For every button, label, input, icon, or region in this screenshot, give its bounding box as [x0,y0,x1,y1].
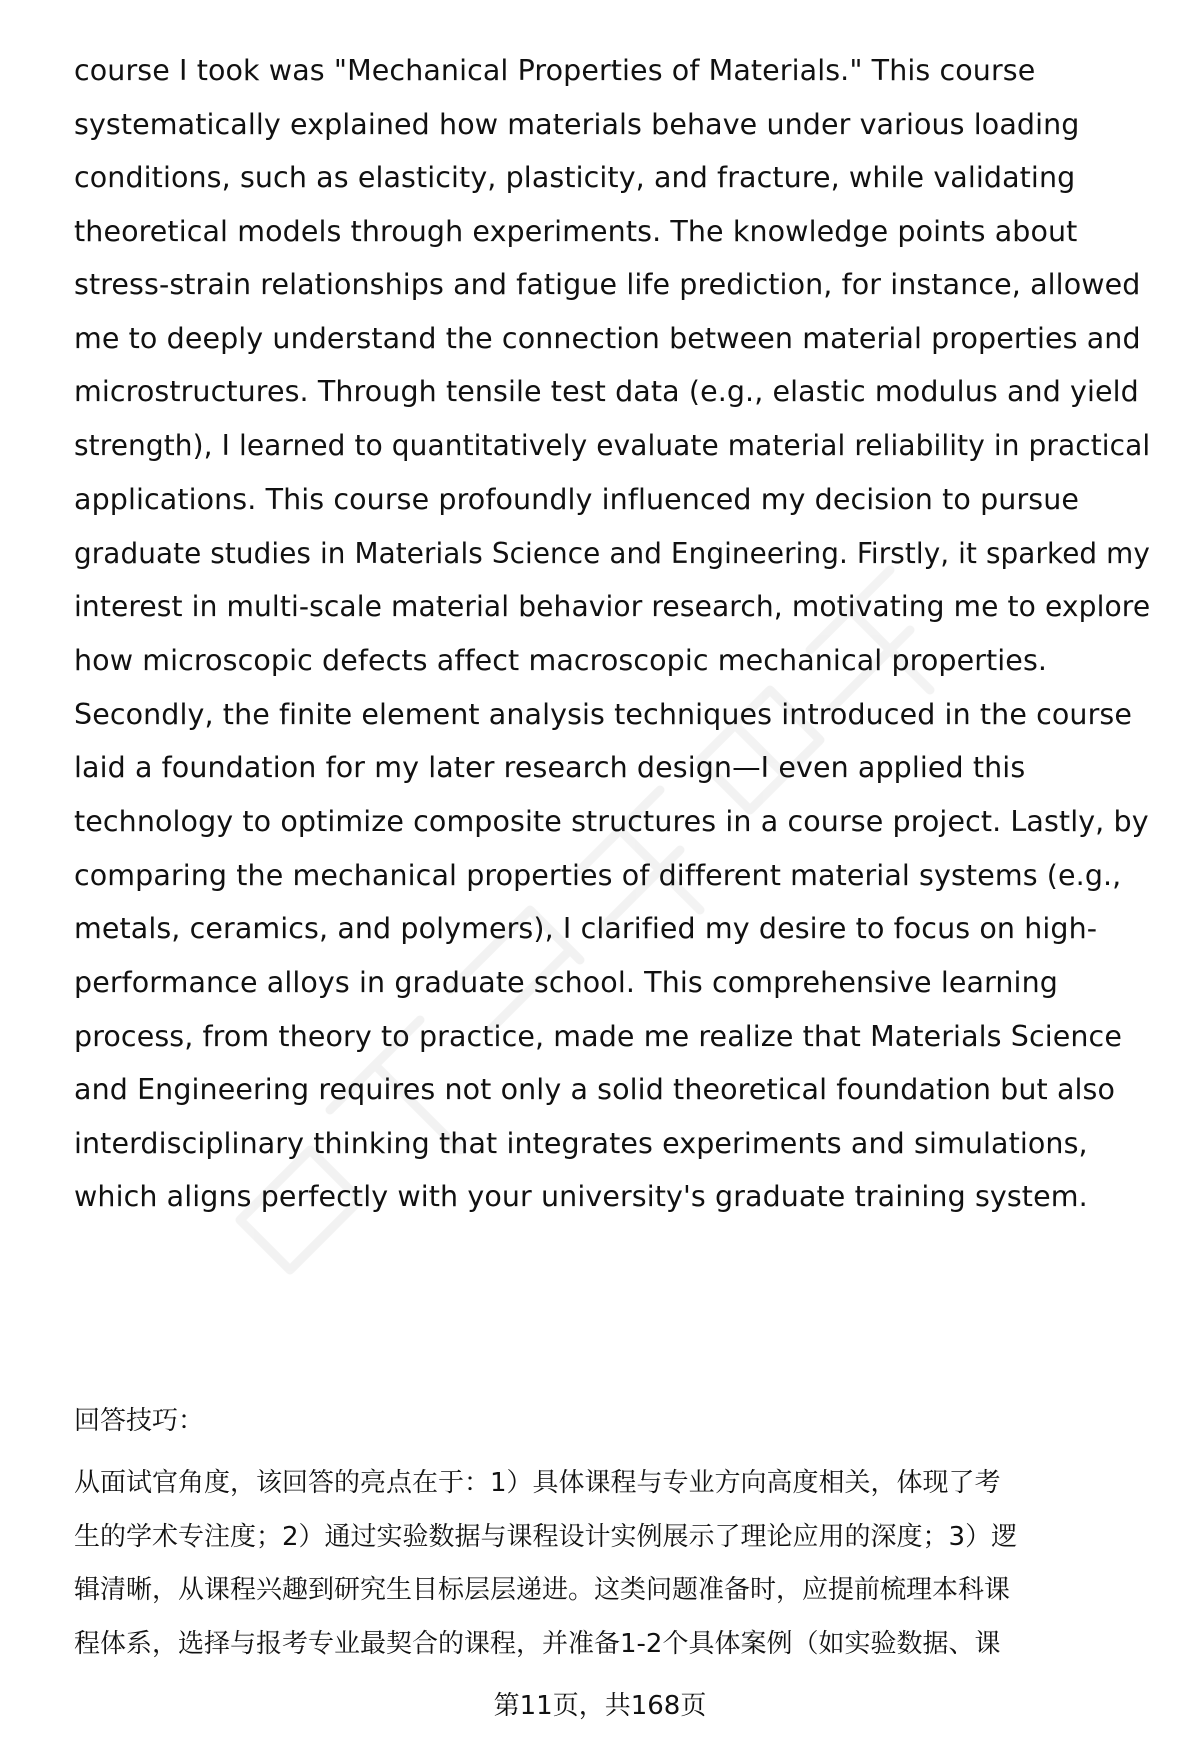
body-line: strength), I learned to quantitatively evaluate material reliability in practical [74,429,1151,462]
body-line: which aligns perfectly with your university's graduate training system. [74,1180,1088,1213]
body-line: interest in multi-scale material behavior research, motivating me to explore [74,590,1151,623]
body-line: process, from theory to practice, made me realize that Materials Science [74,1020,1122,1053]
tips-line: 辑清晰，从课程兴趣到研究生目标层层递进。这类问题准备时，应提前梳理本科课 [74,1575,1011,1605]
body-line: conditions, such as elasticity, plasticity, and fracture, while validating [74,161,1076,194]
body-line: and Engineering requires not only a solid theoretical foundation but also [74,1073,1116,1106]
tips-line: 生的学术专注度；2）通过实验数据与课程设计实例展示了理论应用的深度；3）逻 [74,1522,1018,1552]
tips-line: 从面试官角度，该回答的亮点在于：1）具体课程与专业方向高度相关，体现了考 [74,1468,1001,1498]
body-line: how microscopic defects affect macroscopic mechanical properties. [74,644,1048,677]
page-number: 第11页，共168页 [493,1691,707,1721]
body-line: me to deeply understand the connection between material properties and [74,322,1141,355]
body-line: systematically explained how materials behave under various loading [74,108,1080,141]
body-line: performance alloys in graduate school. This comprehensive learning [74,966,1058,999]
body-line: theoretical models through experiments. The knowledge points about [74,215,1078,248]
body-line: comparing the mechanical properties of different material systems (e.g., [74,859,1122,892]
tips-line: 程体系，选择与报考专业最契合的课程，并准备1-2个具体案例（如实验数据、课 [74,1629,1001,1659]
body-line: stress-strain relationships and fatigue life prediction, for instance, allowed [74,268,1141,301]
body-line: graduate studies in Materials Science and Engineering. Firstly, it sparked my [74,537,1150,570]
body-line: microstructures. Through tensile test data (e.g., elastic modulus and yield [74,375,1139,408]
body-line: laid a foundation for my later research design—I even applied this [74,751,1026,784]
body-line: applications. This course profoundly influenced my decision to pursue [74,483,1080,516]
body-line: Secondly, the finite element analysis techniques introduced in the course [74,698,1133,731]
tips-heading: 回答技巧： [74,1406,205,1436]
body-line: technology to optimize composite structures in a course project. Lastly, by [74,805,1149,838]
body-line: course I took was "Mechanical Properties of Materials." This course [74,54,1036,87]
body-line: metals, ceramics, and polymers), I clarified my desire to focus on high- [74,912,1098,945]
body-line: interdisciplinary thinking that integrates experiments and simulations, [74,1127,1088,1160]
